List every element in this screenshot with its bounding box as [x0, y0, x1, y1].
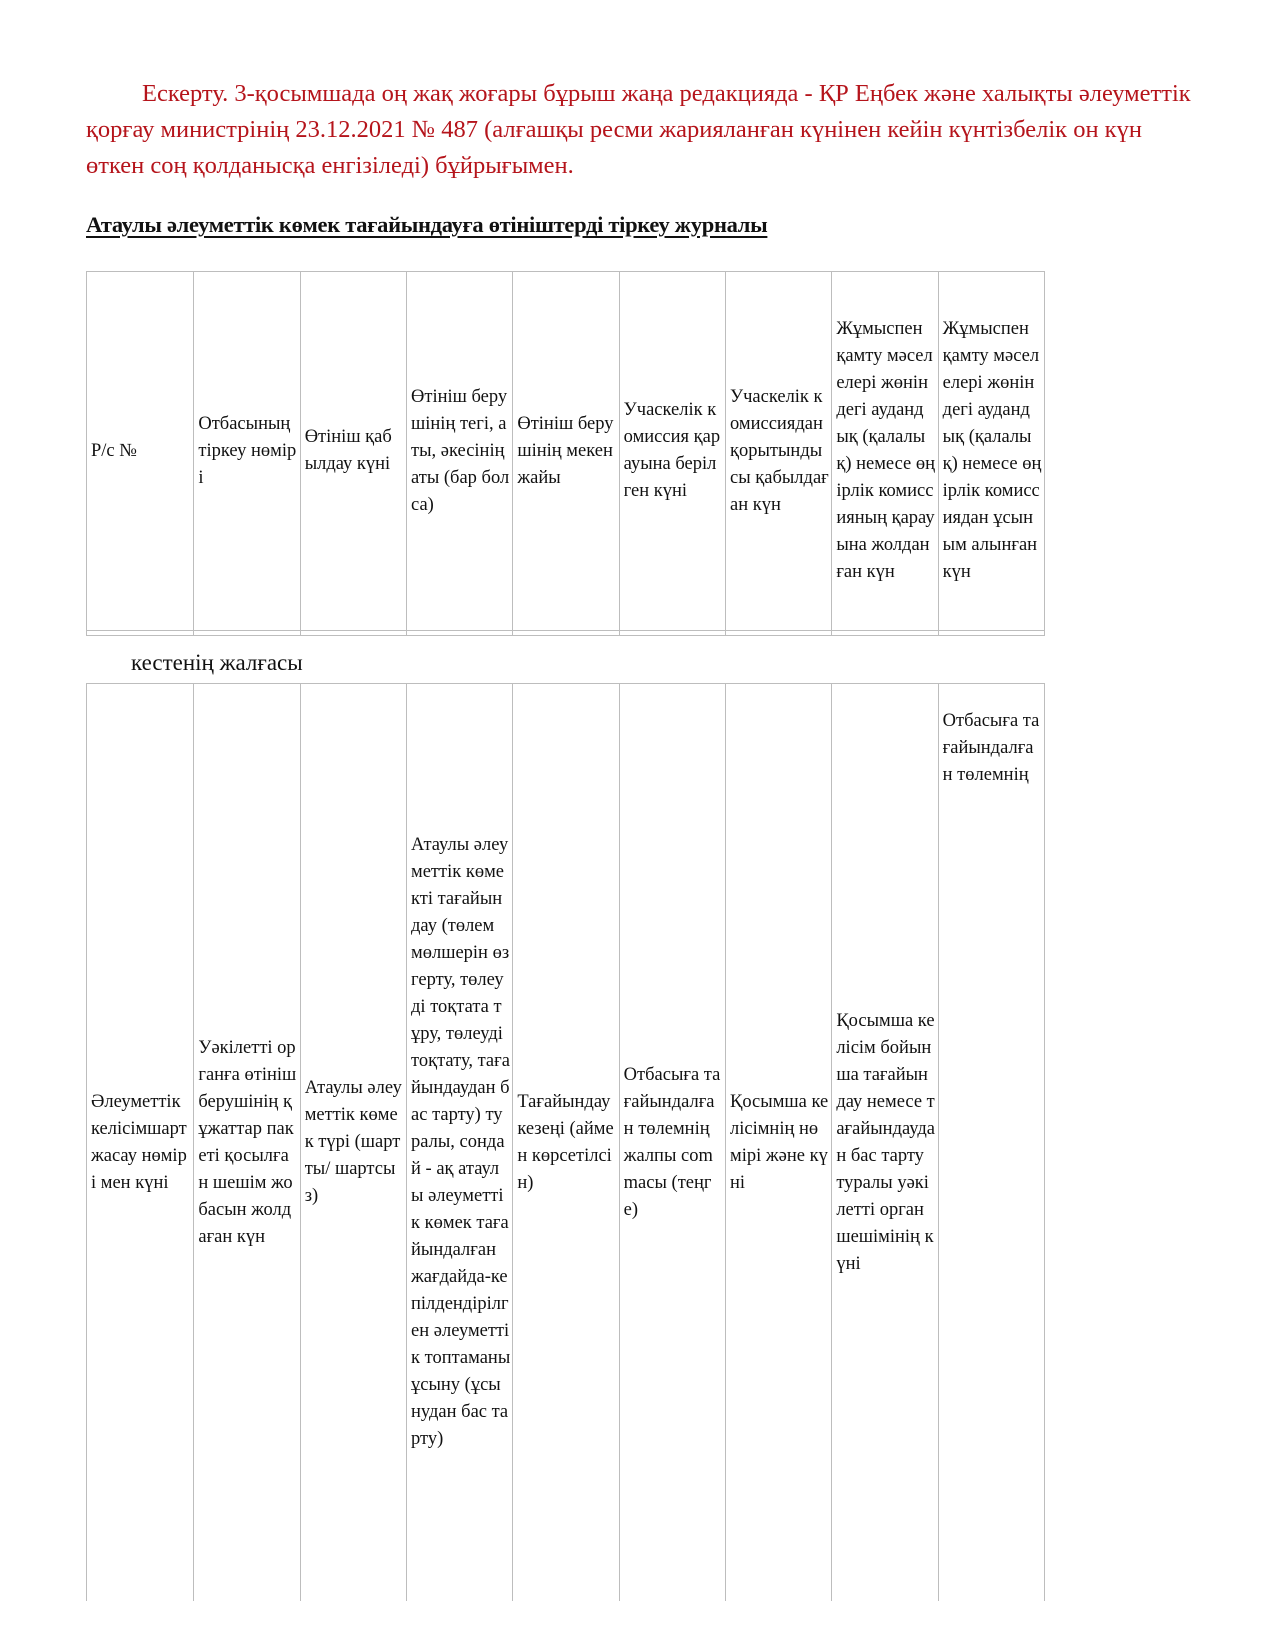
column-header: Жұмыспен қамту мәселелері жөніндегі аудандық (қалалық) немесе өңірлік комиссиядан ұсыным алынған күн	[938, 272, 1044, 631]
table-header-row	[87, 272, 1045, 631]
table-header-row	[87, 684, 1045, 1602]
table-cell	[938, 631, 1044, 636]
column-header: Отбасының тіркеу нөмірі	[194, 272, 300, 631]
column-header: Қосымша келісім бойынша тағайындау немесе тағайындаудан бас тарту туралы уәкілетті орган шешімінің күні	[832, 684, 938, 1602]
column-header: Өтініш берушінің мекен жайы	[513, 272, 619, 631]
table-cell	[619, 631, 725, 636]
table-cell	[300, 631, 406, 636]
registration-journal-table-continued	[86, 683, 1045, 1601]
column-header: Өтініш қабылдау күні	[300, 272, 406, 631]
column-header: Қосымша келісімнің нөмірі және күні	[726, 684, 832, 1602]
column-header: Тағайындау кезеңі (аймен көрсетілсін)	[513, 684, 619, 1602]
column-header: Отбасыға тағайындалған төлемнің	[938, 684, 1044, 1602]
column-header: Әлеуметтік келісімшарт жасау нөмірі мен күні	[87, 684, 194, 1602]
table-cell	[726, 631, 832, 636]
column-header: Р/с №	[87, 272, 194, 631]
column-header: Отбасыға тағайындалған төлемнің жалпы сommасы (теңге)	[619, 684, 725, 1602]
table-cell	[513, 631, 619, 636]
table-cell	[194, 631, 300, 636]
table-continuation-label: кестенің жалғасы	[131, 650, 303, 675]
registration-journal-table	[86, 271, 1045, 636]
table-cell	[407, 631, 513, 636]
table-cell	[87, 631, 194, 636]
amendment-note: Ескерту. 3-қосымшада оң жақ жоғары бұрыш жаңа редакцияда - ҚР Еңбек және халықты әлеуметтік қорғау министрінің 23.12.2021 № 487 (алғашқы ресми жарияланған күнінен кейін күнтізбелік он күн өткен соң қолданысқа енгізіледі) бұйрығымен.	[86, 80, 1191, 179]
column-header: Атаулы әлеуметтік көмекті тағайындау (төлем мөлшерін өзгерту, төлеуді тоқтата тұру, төлеуді тоқтату, тағайындаудан бас тарту) туралы, сондай - ақ атаулы әлеуметтік көмек тағайындалған жағдайда-кепілдендірілген әлеуметтік топтаманы ұсыну (ұсынудан бас тарту)	[407, 684, 513, 1602]
column-header: Жұмыспен қамту мәселелері жөніндегі аудандық (қалалық) немесе өңірлік комиссияның қарауына жолданған күн	[832, 272, 938, 631]
column-header: Учаскелік комиссия қарауына берілген күні	[619, 272, 725, 631]
document-title: Атаулы әлеуметтік көмек тағайындауға өтініштерді тіркеу журналы	[86, 212, 768, 237]
column-header: Учаскелік комиссиядан қорытындысы қабылдаған күн	[726, 272, 832, 631]
column-header: Өтініш берушінің тегі, аты, әкесінің аты (бар болса)	[407, 272, 513, 631]
table-empty-row	[87, 631, 1045, 636]
column-header: Атаулы әлеуметтік көмек түрі (шартты/ шартсыз)	[300, 684, 406, 1602]
table-cell	[832, 631, 938, 636]
column-header: Уәкілетті органға өтініш берушінің құжаттар пакеті қосылған шешім жобасын жолдаған күн	[194, 684, 300, 1602]
